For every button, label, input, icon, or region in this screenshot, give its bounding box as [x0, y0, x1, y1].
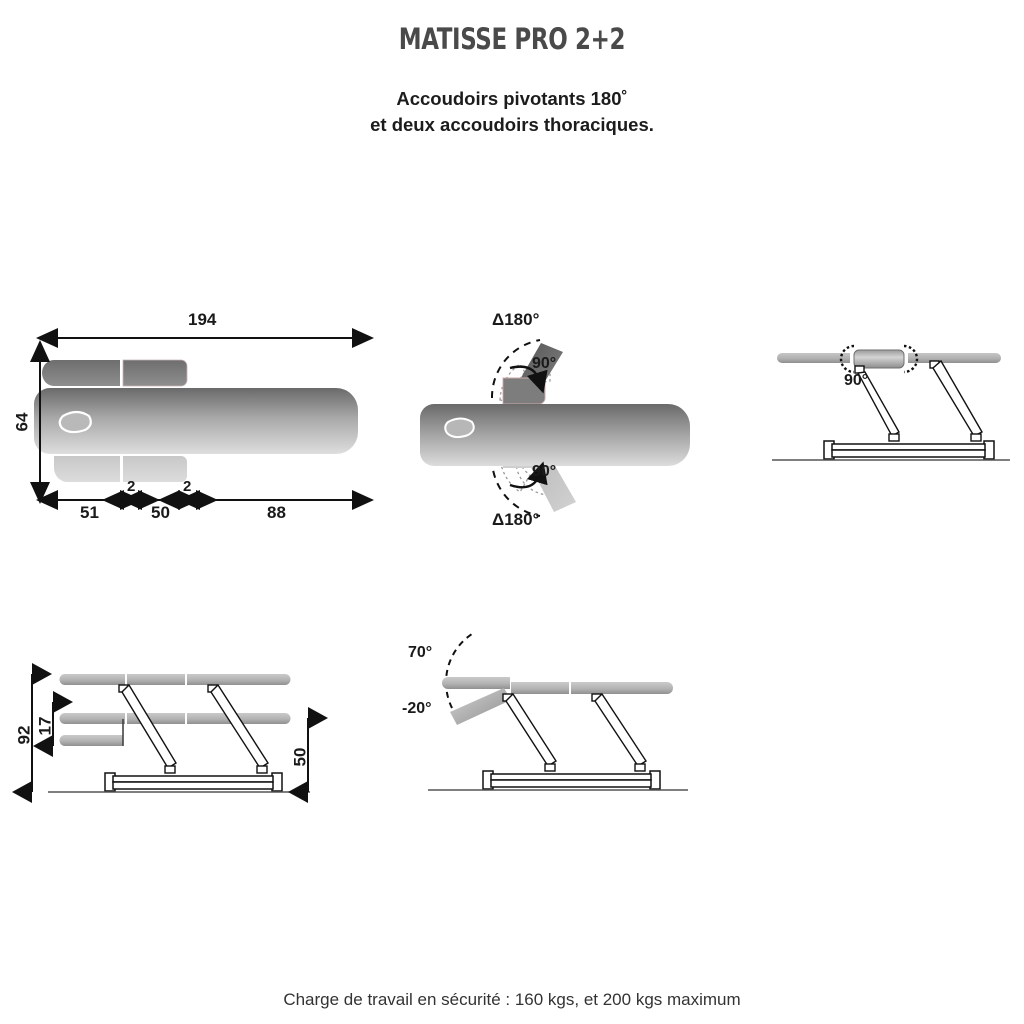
mattress-right: [908, 353, 1001, 363]
page-title: MATISSE PRO 2+2: [398, 22, 626, 56]
footer-load-note: Charge de travail en sécurité : 160 kgs, et 200 kgs maximum: [283, 990, 741, 1009]
leg-joint-bottom-right: [971, 434, 981, 441]
diagram-top-view: [12, 300, 380, 522]
leg-right: [595, 694, 646, 766]
leg-right: [211, 685, 268, 768]
backrest-raised: [472, 632, 490, 640]
leg-joint-bottom-left: [889, 434, 899, 441]
backrest-horizontal: [442, 677, 510, 689]
label-backrest-up: 70°: [408, 644, 433, 661]
backrest-lowered: [450, 688, 511, 725]
diagram-side-rotation: [762, 330, 1020, 470]
mattress-left: [777, 353, 850, 363]
label-sweep-top: Δ180°: [492, 310, 540, 329]
mattress-row-raised: [60, 674, 291, 685]
leg-section: [571, 682, 673, 694]
page-subtitle: [0, 86, 1024, 138]
face-hole: [445, 419, 474, 438]
armrest-upper-left: [42, 360, 120, 386]
base-rail-upper: [113, 776, 273, 782]
dim-height-max: 92: [14, 725, 34, 745]
dim-seg-gap1: 2: [127, 478, 136, 495]
dim-height-step: 17: [35, 716, 55, 736]
base-rail-upper: [832, 444, 985, 450]
mattress-panel-dropped: [60, 735, 124, 746]
armrest-upper-right: [123, 360, 187, 386]
base-rail-lower: [832, 450, 985, 457]
dim-height-min: 50: [290, 747, 310, 767]
diagram-backrest-tilt: [380, 620, 710, 810]
base-rail-lower: [491, 780, 651, 787]
label-backrest-down: -20°: [402, 700, 432, 717]
dim-seg-head: 51: [80, 503, 99, 522]
leg-right: [933, 361, 982, 436]
thoracic-armrest-cylinder: [854, 350, 904, 368]
armrest-lower-left: [54, 456, 120, 482]
leg-joint-bottom-left: [545, 764, 555, 771]
base-rail-upper: [491, 774, 651, 780]
leg-joint-bottom-left: [165, 766, 175, 773]
armrest-flat-top: [503, 378, 545, 404]
leg-joint-bottom-right: [257, 766, 267, 773]
label-sweep-bottom: Δ180°: [492, 510, 540, 529]
mattress-row-lowered: [60, 713, 291, 724]
base-rail-lower: [113, 782, 273, 789]
label-step-bottom: 90°: [532, 463, 557, 480]
dim-seg-gap2: 2: [183, 478, 192, 495]
leg-joint-bottom-right: [635, 764, 645, 771]
leg-left: [122, 685, 176, 768]
dim-length-total: 194: [188, 310, 217, 329]
dim-seg-mid: 50: [151, 503, 170, 522]
subtitle-line-1: Accoudoirs pivotants 180˚: [396, 88, 628, 109]
dim-width-total: 64: [12, 412, 32, 432]
dim-seg-foot: 88: [267, 503, 286, 522]
subtitle-line-2: et deux accoudoirs thoraciques.: [370, 114, 654, 135]
face-hole: [60, 412, 91, 432]
label-step-top: 90°: [532, 355, 557, 372]
leg-left: [506, 694, 556, 766]
seat-section: [511, 682, 569, 694]
label-thoracic-angle: 90°: [844, 372, 869, 389]
diagram-armrest-rotation: [400, 300, 720, 550]
diagram-height-range: [14, 640, 350, 820]
sweep-arc-backrest: [446, 634, 472, 708]
